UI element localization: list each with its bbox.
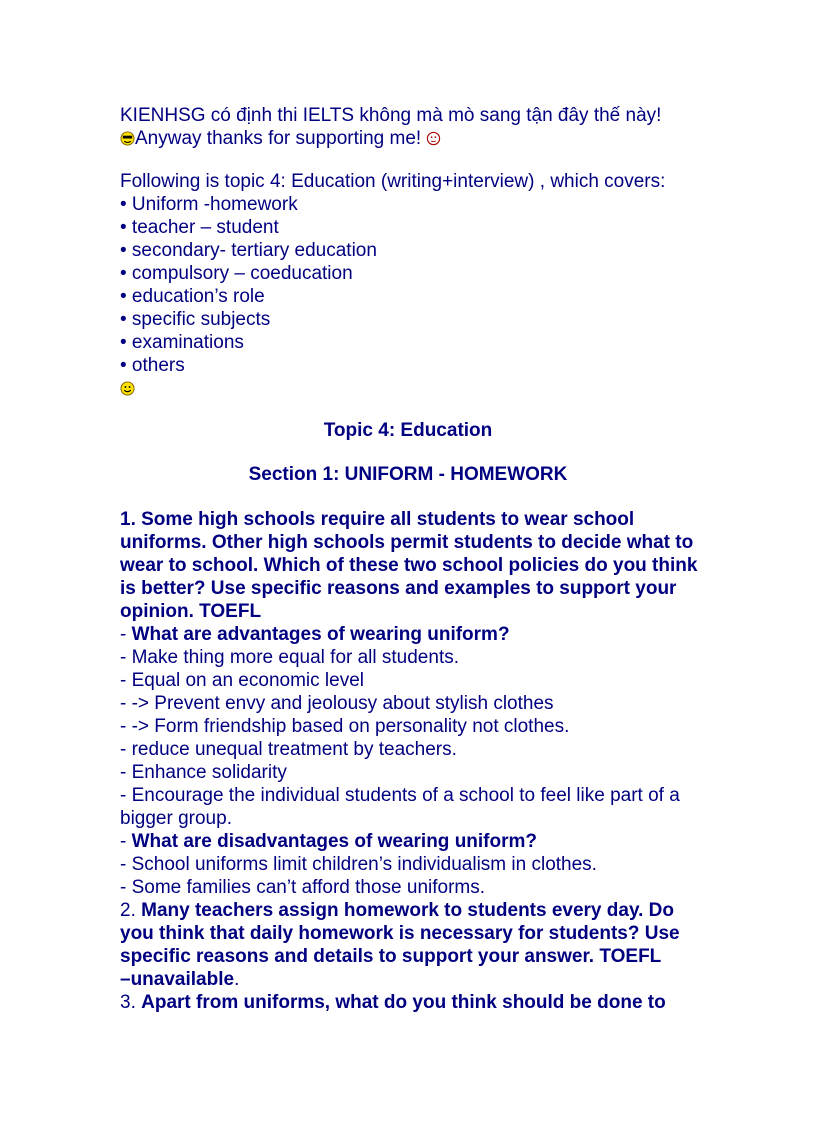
question-line: uniforms. Other high schools permit students to decide what to [120, 532, 694, 553]
document-page [120, 104, 720, 1014]
question-text: –unavailable [120, 969, 235, 990]
list-item: - Encourage the individual students of a school to feel like part of a [120, 785, 680, 806]
advantages-question [120, 623, 720, 646]
question-line: opinion. TOEFL [120, 601, 262, 622]
topic-list [120, 193, 720, 377]
thanks-text: Anyway thanks for supporting me! [135, 128, 422, 149]
blush-smiley-icon [426, 131, 441, 146]
list-item: • compulsory – coeducation [120, 263, 353, 284]
question-text: Apart from uniforms, what do you think should be done to [141, 992, 666, 1013]
list-item: • education’s role [120, 286, 265, 307]
list-item: • others [120, 355, 185, 376]
question-1 [120, 508, 720, 899]
disadvantages-question-text: What are disadvantages of wearing uniform? [131, 831, 538, 852]
question-line [120, 968, 720, 991]
list-item: - Enhance solidarity [120, 762, 287, 783]
list-item: • examinations [120, 332, 244, 353]
question-line: is better? Use specific reasons and examples to support your [120, 578, 677, 599]
intro-line-1: KIENHSG có định thi IELTS không mà mò sang tận đây thế này! [120, 105, 662, 126]
question-2 [120, 899, 720, 991]
disadvantages-question [120, 830, 720, 853]
question-line: 1. Some high schools require all students to wear school [120, 509, 635, 530]
question-line [120, 899, 720, 922]
question-text: Many teachers assign homework to students every day. Do [141, 900, 674, 921]
smiley-icon [120, 381, 135, 396]
list-item: • specific subjects [120, 309, 271, 330]
list-item: • teacher – student [120, 217, 279, 238]
dash: - [120, 624, 132, 645]
question-line [120, 991, 720, 1014]
question-line: specific reasons and details to support your answer. TOEFL [120, 946, 662, 967]
covers-intro: Following is topic 4: Education (writing+interview) , which covers: [120, 171, 666, 192]
question-line: you think that daily homework is necessary for students? Use [120, 923, 680, 944]
cool-smiley-icon [120, 131, 135, 146]
list-item: - Some families can’t afford those uniforms. [120, 877, 486, 898]
section-title: Section 1: UNIFORM - HOMEWORK [248, 464, 568, 485]
list-item: • secondary- tertiary education [120, 240, 377, 261]
list-item: - Equal on an economic level [120, 670, 364, 691]
intro-line-2 [120, 127, 720, 150]
list-item: - -> Prevent envy and jeolousy about stylish clothes [120, 693, 554, 714]
list-item: bigger group. [120, 808, 232, 829]
question-line: wear to school. Which of these two school policies do you think [120, 555, 698, 576]
question-number: 2. [120, 900, 142, 921]
dash: - [120, 831, 132, 852]
question-3 [120, 991, 720, 1014]
advantages-question-text: What are advantages of wearing uniform? [131, 624, 510, 645]
list-item: - Make thing more equal for all students. [120, 647, 460, 668]
period: . [234, 969, 240, 990]
topic-title: Topic 4: Education [323, 420, 493, 441]
question-number: 3. [120, 992, 142, 1013]
list-item: - School uniforms limit children’s individualism in clothes. [120, 854, 597, 875]
smiley-line [120, 377, 720, 400]
list-item: - reduce unequal treatment by teachers. [120, 739, 457, 760]
list-item: - -> Form friendship based on personality not clothes. [120, 716, 570, 737]
list-item: • Uniform -homework [120, 194, 298, 215]
